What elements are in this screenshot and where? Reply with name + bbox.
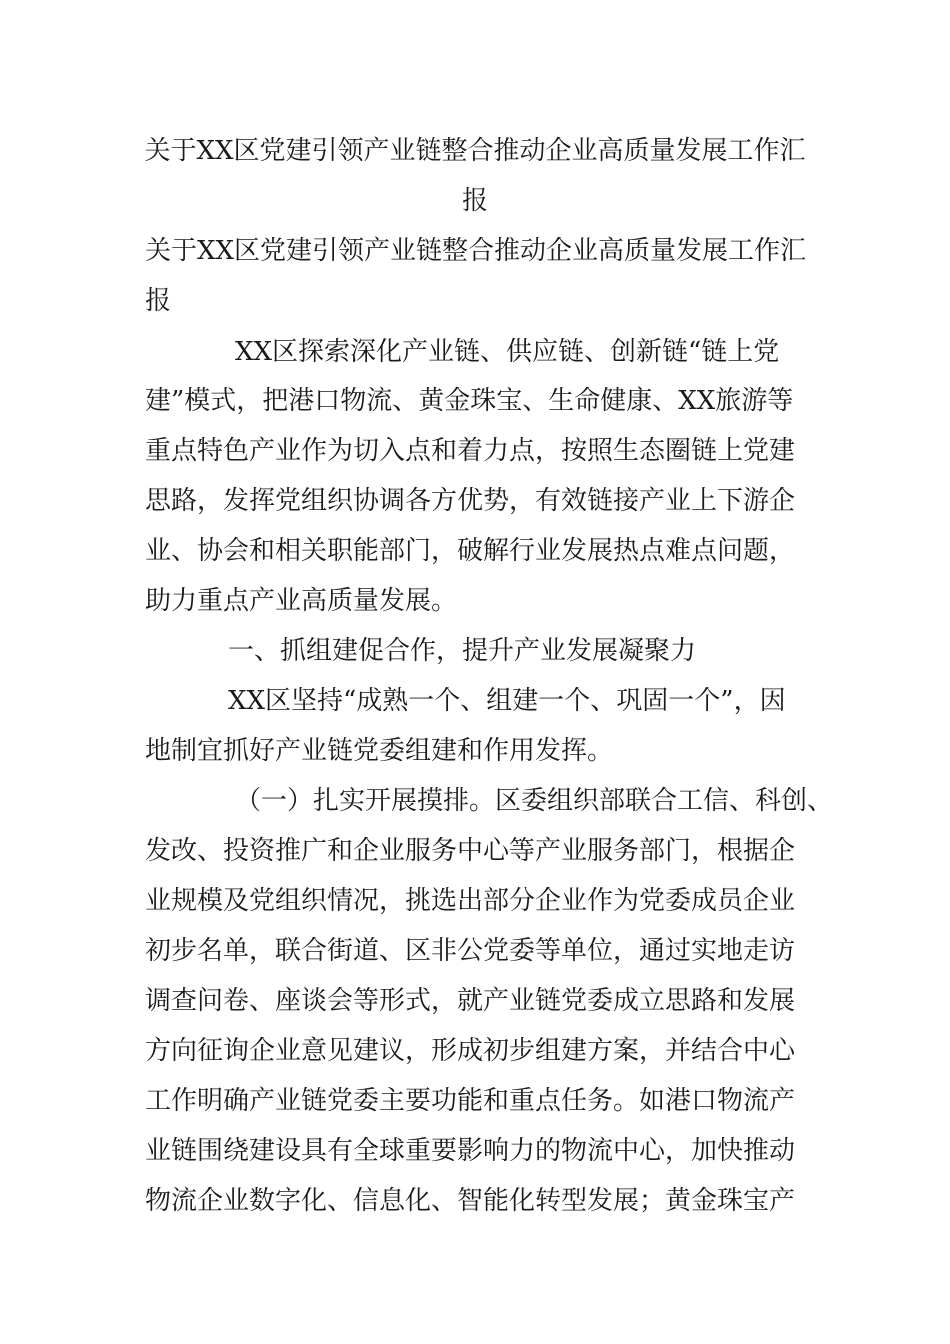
- subsection-1-line: 工作明确产业链党委主要功能和重点任务。如港口物流产: [145, 1086, 796, 1116]
- subsection-1-line: 业规模及党组织情况，挑选出部分企业作为党委成员企业: [145, 886, 796, 916]
- intro-line: 建”模式，把港口物流、黄金珠宝、生命健康、XX旅游等: [145, 386, 794, 416]
- intro-line: 重点特色产业作为切入点和着力点，按照生态圈链上党建: [145, 436, 796, 466]
- section-1-heading: 一、抓组建促合作，提升产业发展凝聚力: [228, 636, 697, 666]
- document-subtitle-line-2: 报: [145, 286, 172, 316]
- section-1-paragraph-line: XX区坚持“成熟一个、组建一个、巩固一个”，因: [228, 686, 786, 716]
- intro-line: XX区探索深化产业链、供应链、创新链“链上党: [235, 337, 780, 367]
- intro-line: 助力重点产业高质量发展。: [145, 586, 458, 616]
- subsection-1-line: 方向征询企业意见建议，形成初步组建方案，并结合中心: [145, 1036, 796, 1066]
- document-title-line-2: 报: [461, 186, 488, 216]
- subsection-1-line: 物流企业数字化、信息化、智能化转型发展；黄金珠宝产: [145, 1186, 796, 1216]
- section-1-paragraph-line: 地制宜抓好产业链党委组建和作用发挥。: [145, 736, 614, 766]
- intro-line: 思路，发挥党组织协调各方优势，有效链接产业上下游企: [145, 486, 796, 516]
- subsection-1-line: 调查问卷、座谈会等形式，就产业链党委成立思路和发展: [145, 986, 796, 1016]
- subsection-1-line: 业链围绕建设具有全球重要影响力的物流中心，加快推动: [145, 1136, 796, 1166]
- subsection-1-line: （一）扎实开展摸排。区委组织部联合工信、科创、: [235, 786, 834, 816]
- subsection-1-line: 初步名单，联合街道、区非公党委等单位，通过实地走访: [145, 936, 796, 966]
- document-subtitle-line-1: 关于XX区党建引领产业链整合推动企业高质量发展工作汇: [145, 236, 807, 266]
- subsection-1-line: 发改、投资推广和企业服务中心等产业服务部门，根据企: [145, 836, 796, 866]
- document-title-line-1: 关于XX区党建引领产业链整合推动企业高质量发展工作汇: [144, 136, 806, 166]
- intro-line: 业、协会和相关职能部门，破解行业发展热点难点问题，: [145, 536, 796, 566]
